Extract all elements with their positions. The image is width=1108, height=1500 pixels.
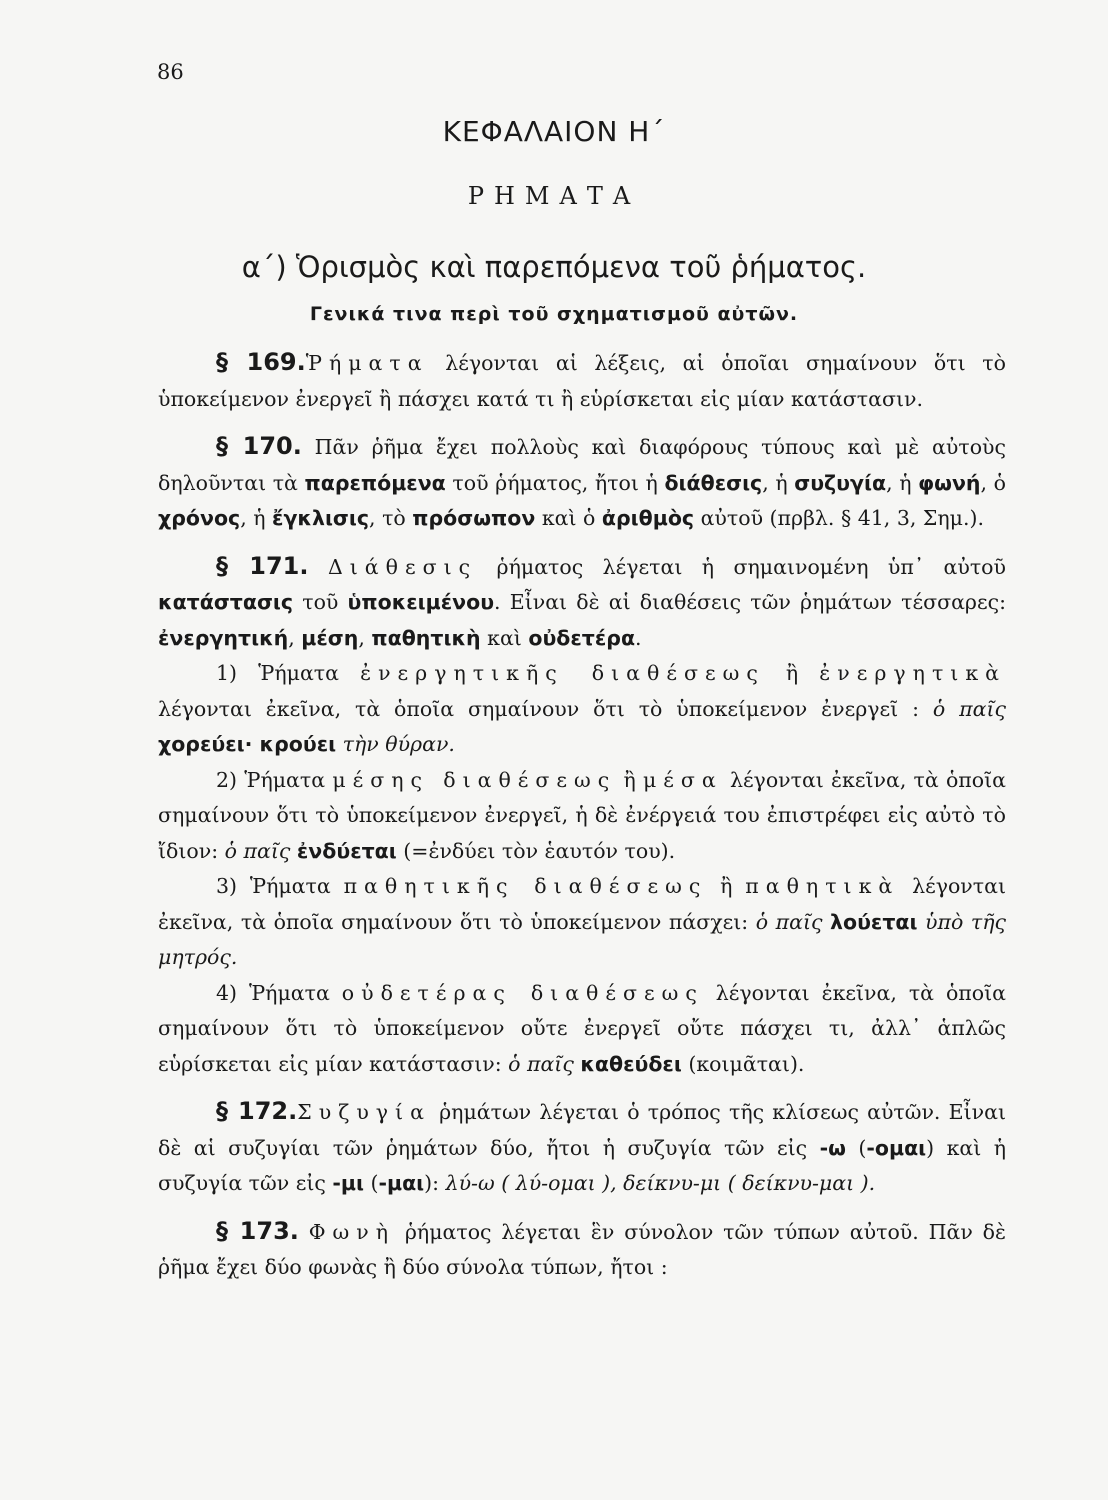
text: , ἡ <box>762 470 795 495</box>
bold-term: φωνή <box>918 470 981 495</box>
bold-suffix: -ω <box>819 1135 846 1160</box>
text: καὶ <box>480 625 529 650</box>
section-number: § 169. <box>216 348 306 376</box>
bold-term: παθητικὴ <box>371 625 481 650</box>
italic-example: ὁ παῖς <box>932 696 1006 721</box>
text: ἢ <box>707 874 746 898</box>
paragraph-173 <box>158 1214 1006 1286</box>
bold-term: διάθεσις <box>664 470 763 495</box>
paragraph-170 <box>158 429 1006 537</box>
spaced-term: Διάθεσις <box>327 554 478 579</box>
section-number: § 171. <box>216 551 309 580</box>
text: ἢ <box>764 661 820 685</box>
text: ἢ <box>616 767 643 792</box>
bold-suffix: -μι <box>332 1171 364 1195</box>
bold-term: παρεπόμενα <box>304 470 446 495</box>
text: (κοιμᾶται). <box>681 1051 805 1076</box>
spaced-term: ἐνεργητικῆς διαθέσεως <box>360 661 765 685</box>
paragraph-171 <box>158 549 1006 657</box>
text: , ἡ <box>240 506 273 530</box>
bold-term: ἐνεργητική <box>158 625 289 650</box>
italic-example: ὑπὸ τῆς μητρός. <box>158 909 1006 969</box>
chapter-heading: ΚΕΦΑΛΑΙΟΝ Η΄ <box>442 115 666 148</box>
text: ῥήματος λέγεται ἡ σημαινομένη ὑπ᾿ αὐτοῦ <box>477 554 1006 579</box>
subtitle: Γενικά τινα περὶ τοῦ σχηματισμοῦ αὐτῶν. <box>309 303 799 325</box>
section-number: § 173. <box>216 1216 299 1245</box>
bold-suffix: -μαι <box>378 1171 425 1195</box>
list-item-3 <box>158 869 1006 976</box>
bold-suffix: -ομαι <box>866 1135 927 1160</box>
text: τοῦ ῥήματος, ἤτοι ἡ <box>445 470 665 495</box>
text: ( <box>845 1135 867 1160</box>
text: λέγονται ἐκεῖνα, τὰ ὁποῖα σημαίνουν ὅτι τὸ ὑποκείμενον ἐνεργεῖ, ἡ δὲ ἐνέργειά του ἐπιστρέφει εἰς αὐτὸ τὸ ἴδιον: <box>158 767 1006 863</box>
spaced-term: Ῥήματα <box>305 351 429 375</box>
text: 4) Ῥήματα <box>216 980 342 1005</box>
italic-example: λύ-ω ( λύ-ομαι ), δείκνυ-μι ( δείκνυ-μαι ). <box>445 1171 876 1195</box>
text: , τὸ <box>369 506 413 530</box>
italic-example: ὁ παῖς <box>508 1051 574 1076</box>
bold-term: πρόσωπον <box>412 506 536 530</box>
text: ( <box>363 1171 379 1195</box>
bold-term: ἐνδύεται <box>296 838 397 863</box>
text: 1) Ῥήματα <box>216 661 361 685</box>
text: ῥήματος λέγεται ἓν σύνολον τῶν τύπων αὐτοῦ. Πᾶν δὲ ῥῆμα ἔχει δύο φωνὰς ἢ δύο σύνολα τύπων, ἤτοι : <box>158 1219 1006 1279</box>
text: 2) Ῥήματα <box>216 767 333 792</box>
bold-term: μέση <box>301 625 359 650</box>
section-number: § 172. <box>216 1097 298 1125</box>
spaced-term: ἐνεργητικὰ <box>819 661 1006 685</box>
text: , ἡ <box>886 470 919 495</box>
text: (=ἐνδύει τὸν ἑαυτόν του). <box>396 838 676 863</box>
text: ) καὶ ἡ συζυγία τῶν εἰς <box>158 1135 1006 1195</box>
text: . <box>635 625 642 650</box>
spaced-term: Συζυγία <box>297 1100 431 1124</box>
section-title: ΡΗΜΑΤΑ <box>467 182 641 210</box>
body-text <box>158 345 1006 1286</box>
text: αὐτοῦ (πρβλ. § 41, 3, Σημ.). <box>694 506 985 530</box>
bold-term: συζυγία <box>794 470 887 495</box>
list-item-2 <box>158 763 1006 870</box>
page-number: 86 <box>157 60 184 84</box>
text <box>918 910 926 934</box>
bold-term: ἀριθμὸς <box>601 506 695 530</box>
list-item-1 <box>158 656 1006 763</box>
bold-term: κατάστασις <box>158 590 294 614</box>
list-item-4 <box>158 976 1006 1083</box>
spaced-term: παθητικῆς διαθέσεως <box>343 874 708 898</box>
text <box>822 910 830 934</box>
spaced-term: παθητικὰ <box>745 874 900 898</box>
spaced-term: οὐδετέρας διαθέσεως <box>341 980 704 1005</box>
text: , ὁ <box>980 470 1006 495</box>
spaced-term: Φωνὴ <box>308 1219 396 1244</box>
text: λέγονται ἐκεῖνα, τὰ ὁποῖα σημαίνουν ὅτι τὸ ὑποκείμενον οὔτε ἐνεργεῖ οὔτε πάσχει τι, ἀλλ᾿ ἁπλῶς εὑρίσκεται εἰς μίαν κατάστασιν: <box>158 980 1006 1076</box>
text: καὶ ὁ <box>535 506 602 530</box>
bold-term: χρόνος <box>158 506 241 530</box>
bold-term: ὑποκειμένου <box>347 590 495 614</box>
text: λέγονται αἱ λέξεις, αἱ ὁποῖαι σημαίνουν ὅτι τὸ ὑποκείμενον ἐνεργεῖ ἢ πάσχει κατά τι ἢ εὑρίσκεται εἰς μίαν κατάστασιν. <box>158 351 1006 411</box>
text: . Εἶναι δὲ αἱ διαθέσεις τῶν ῥημάτων τέσσαρες: <box>494 590 1006 614</box>
text: 3) Ῥήματα <box>216 874 344 898</box>
section-number: § 170. <box>216 432 302 460</box>
paragraph-169 <box>158 345 1006 417</box>
text: ): <box>424 1171 446 1195</box>
text: τοῦ <box>293 590 348 614</box>
bold-term: λούεται <box>830 909 918 934</box>
spaced-term: μέσης διαθέσεως <box>332 767 617 792</box>
subsection-heading: α΄) Ὁρισμὸς καὶ παρεπόμενα τοῦ ῥήματος. <box>241 250 867 284</box>
text: , <box>288 625 302 650</box>
bold-term: ἔγκλισις <box>272 506 370 530</box>
bold-term: καθεύδει <box>580 1051 682 1076</box>
text: λέγονται ἐκεῖνα, τὰ ὁποῖα σημαίνουν ὅτι τὸ ὑποκείμενον πάσχει: <box>158 874 1006 934</box>
text: , <box>358 625 372 650</box>
spaced-term: μέσα <box>642 767 723 792</box>
text: λέγονται ἐκεῖνα, τὰ ὁποῖα σημαίνουν ὅτι τὸ ὑποκείμενον ἐνεργεῖ : <box>158 696 933 721</box>
text: ῥημάτων λέγεται ὁ τρόπος τῆς κλίσεως αὐτῶν. Εἶναι δὲ αἱ συζυγίαι τῶν ῥημάτων δύο, ἤτοι ἡ συζυγία τῶν εἰς <box>158 1100 1006 1160</box>
paragraph-172 <box>158 1094 1006 1202</box>
italic-example: τὴν θύραν. <box>342 732 455 756</box>
italic-example: ὁ παῖς <box>224 838 291 863</box>
text: Πᾶν ῥῆμα ἔχει πολλοὺς καὶ διαφόρους τύπους καὶ μὲ αὐτοὺς δηλοῦνται τὰ <box>158 435 1006 495</box>
italic-example: ὁ παῖς <box>755 909 823 934</box>
bold-term: χορεύει· κρούει <box>158 732 337 756</box>
bold-term: οὐδετέρα <box>528 625 636 650</box>
